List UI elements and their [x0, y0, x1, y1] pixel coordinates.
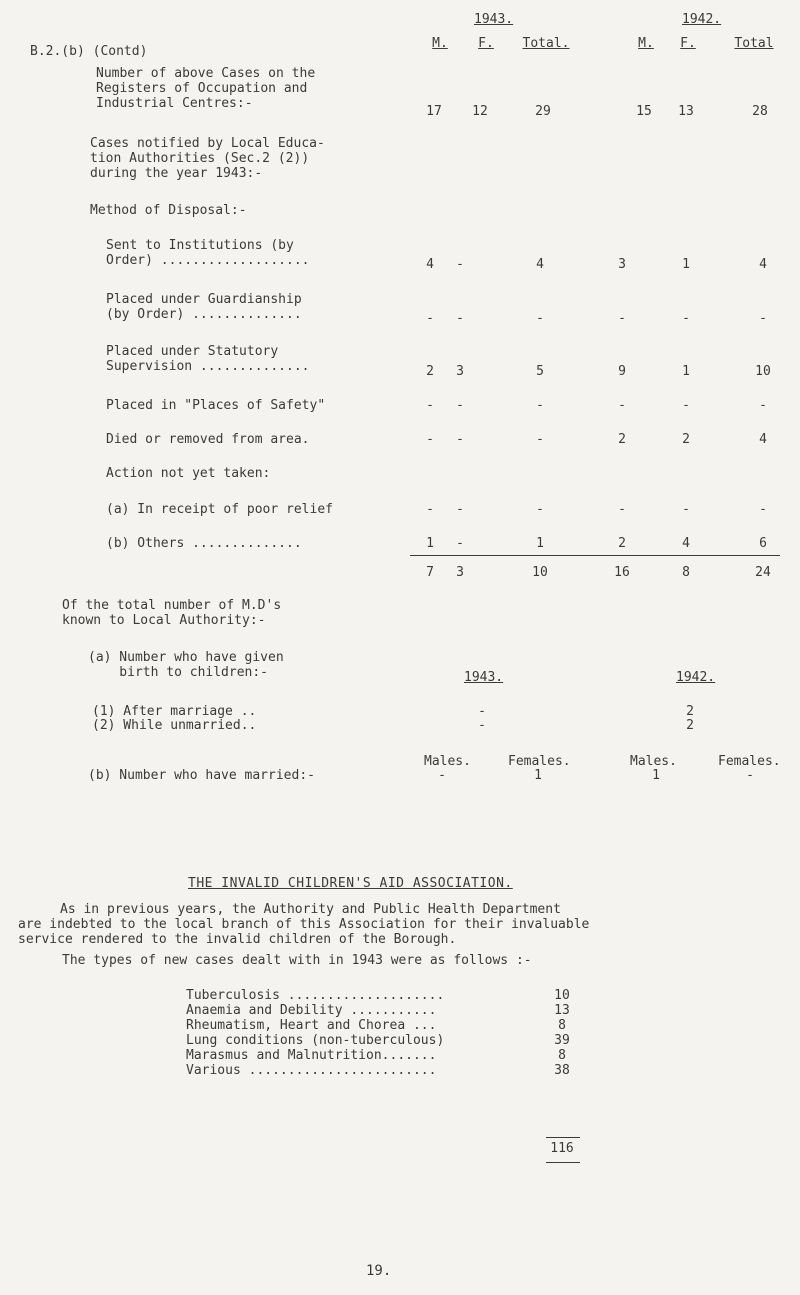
types-total: 116	[550, 1141, 574, 1156]
types-row-value: 39	[554, 1033, 570, 1048]
disposal-value: 1	[682, 257, 690, 272]
types-row-value: 8	[558, 1018, 566, 1033]
types-row-label: Rheumatism, Heart and Chorea ...	[186, 1018, 437, 1033]
disposal-value: -	[536, 398, 544, 413]
disposal-value: -	[759, 398, 767, 413]
action-label: Action not yet taken:	[106, 466, 271, 481]
types-row-value: 8	[558, 1048, 566, 1063]
md-b-header-males-1942: Males.	[630, 754, 677, 769]
action-value: 4	[682, 536, 690, 551]
col-header-total-1943: Total.	[522, 36, 570, 51]
disposal-row-label: Sent to Institutions (by Order) ...................	[106, 238, 310, 268]
totals-rule	[410, 555, 780, 556]
types-row-value: 10	[554, 988, 570, 1003]
total-value: 7	[426, 565, 434, 580]
register-total-1943: 29	[535, 104, 551, 119]
md-b-header-males-1943: Males.	[424, 754, 471, 769]
disposal-value: 4	[759, 257, 767, 272]
action-row-label: (b) Others ..............	[106, 536, 302, 551]
md-a-year-1943: 1943.	[464, 670, 504, 685]
action-value: -	[426, 502, 434, 517]
disposal-value: 3	[456, 364, 464, 379]
action-value: -	[759, 502, 767, 517]
disposal-value: -	[536, 432, 544, 447]
register-m-1942: 15	[636, 104, 652, 119]
col-header-f-1942: F.	[680, 36, 696, 51]
disposal-value: -	[456, 311, 464, 326]
types-total-rule-top	[546, 1137, 580, 1138]
register-f-1943: 12	[472, 104, 488, 119]
disposal-row-label: Placed under Guardianship (by Order) ..............	[106, 292, 302, 322]
types-total-rule-bottom	[546, 1162, 580, 1163]
md-b-header-females-1942: Females.	[718, 754, 781, 769]
action-value: -	[456, 536, 464, 551]
types-row-label: Marasmus and Malnutrition.......	[186, 1048, 437, 1063]
register-m-1943: 17	[426, 104, 442, 119]
disposal-value: 5	[536, 364, 544, 379]
md-a-value-1943: -	[478, 718, 486, 733]
types-row-label: Lung conditions (non-tuberculous)	[186, 1033, 445, 1048]
disposal-row-label: Placed in "Places of Safety"	[106, 398, 326, 413]
disposal-value: -	[456, 432, 464, 447]
disposal-value: -	[456, 398, 464, 413]
total-value: 16	[614, 565, 630, 580]
action-value: -	[536, 502, 544, 517]
md-a-value-1943: -	[478, 704, 486, 719]
disposal-value: -	[618, 311, 626, 326]
types-intro: The types of new cases dealt with in 1943 were as follows :-	[62, 953, 532, 968]
action-value: 6	[759, 536, 767, 551]
disposal-value: 4	[426, 257, 434, 272]
disposal-value: -	[426, 311, 434, 326]
md-b-value: 1	[534, 768, 542, 783]
invalid-paragraph: As in previous years, the Authority and Public Health Department are indebted to the local branch of this Association for their invaluable service rendered to the invalid children of the Borough.	[18, 902, 590, 947]
invalid-section-title: THE INVALID CHILDREN'S AID ASSOCIATION.	[188, 876, 513, 891]
types-row-value: 13	[554, 1003, 570, 1018]
section-reference: B.2.(b) (Contd)	[30, 44, 148, 59]
action-value: 1	[426, 536, 434, 551]
total-value: 10	[532, 565, 548, 580]
col-header-m-1943: M.	[432, 36, 448, 51]
col-header-m-1942: M.	[638, 36, 654, 51]
md-b-header-females-1943: Females.	[508, 754, 571, 769]
disposal-value: 3	[618, 257, 626, 272]
types-row-label: Anaemia and Debility ...........	[186, 1003, 437, 1018]
md-a-row-label: (1) After marriage ..	[92, 704, 257, 719]
disposal-row-label: Died or removed from area.	[106, 432, 310, 447]
types-row-label: Tuberculosis ....................	[186, 988, 445, 1003]
total-value: 3	[456, 565, 464, 580]
disposal-value: 4	[536, 257, 544, 272]
md-a-value-1942: 2	[686, 718, 694, 733]
disposal-value: -	[426, 432, 434, 447]
col-header-total-1942: Total	[734, 36, 774, 51]
disposal-value: 10	[755, 364, 771, 379]
register-f-1942: 13	[678, 104, 694, 119]
md-a-year-1942: 1942.	[676, 670, 716, 685]
disposal-value: 2	[682, 432, 690, 447]
disposal-value: 9	[618, 364, 626, 379]
disposal-value: 4	[759, 432, 767, 447]
action-row-label: (a) In receipt of poor relief	[106, 502, 333, 517]
types-row-value: 38	[554, 1063, 570, 1078]
disposal-value: -	[682, 311, 690, 326]
register-total-1942: 28	[752, 104, 768, 119]
register-row-label: Number of above Cases on the Registers of Occupation and Industrial Centres:-	[96, 66, 316, 111]
method-label: Method of Disposal:-	[90, 203, 247, 218]
md-a-row-label: (2) While unmarried..	[92, 718, 257, 733]
md-b-label: (b) Number who have married:-	[88, 768, 315, 783]
year-1943-header: 1943.	[474, 12, 514, 27]
col-header-f-1943: F.	[478, 36, 494, 51]
md-a-value-1942: 2	[686, 704, 694, 719]
disposal-value: 2	[426, 364, 434, 379]
md-b-value: -	[438, 768, 446, 783]
page-number: 19.	[366, 1263, 392, 1279]
action-value: 1	[536, 536, 544, 551]
notified-label: Cases notified by Local Educa- tion Authorities (Sec.2 (2)) during the year 1943:-	[90, 136, 325, 181]
total-value: 8	[682, 565, 690, 580]
disposal-value: -	[759, 311, 767, 326]
md-a-label: (a) Number who have given birth to children:-	[88, 650, 284, 680]
year-1942-header: 1942.	[682, 12, 722, 27]
disposal-value: -	[456, 257, 464, 272]
md-b-value: 1	[652, 768, 660, 783]
disposal-value: -	[426, 398, 434, 413]
action-value: -	[618, 502, 626, 517]
disposal-value: -	[682, 398, 690, 413]
action-value: -	[682, 502, 690, 517]
total-value: 24	[755, 565, 771, 580]
disposal-value: 1	[682, 364, 690, 379]
disposal-row-label: Placed under Statutory Supervision ..............	[106, 344, 310, 374]
md-b-value: -	[746, 768, 754, 783]
disposal-value: 2	[618, 432, 626, 447]
disposal-value: -	[536, 311, 544, 326]
action-value: 2	[618, 536, 626, 551]
action-value: -	[456, 502, 464, 517]
md-intro: Of the total number of M.D's known to Local Authority:-	[62, 598, 282, 628]
disposal-value: -	[618, 398, 626, 413]
types-row-label: Various ........................	[186, 1063, 437, 1078]
